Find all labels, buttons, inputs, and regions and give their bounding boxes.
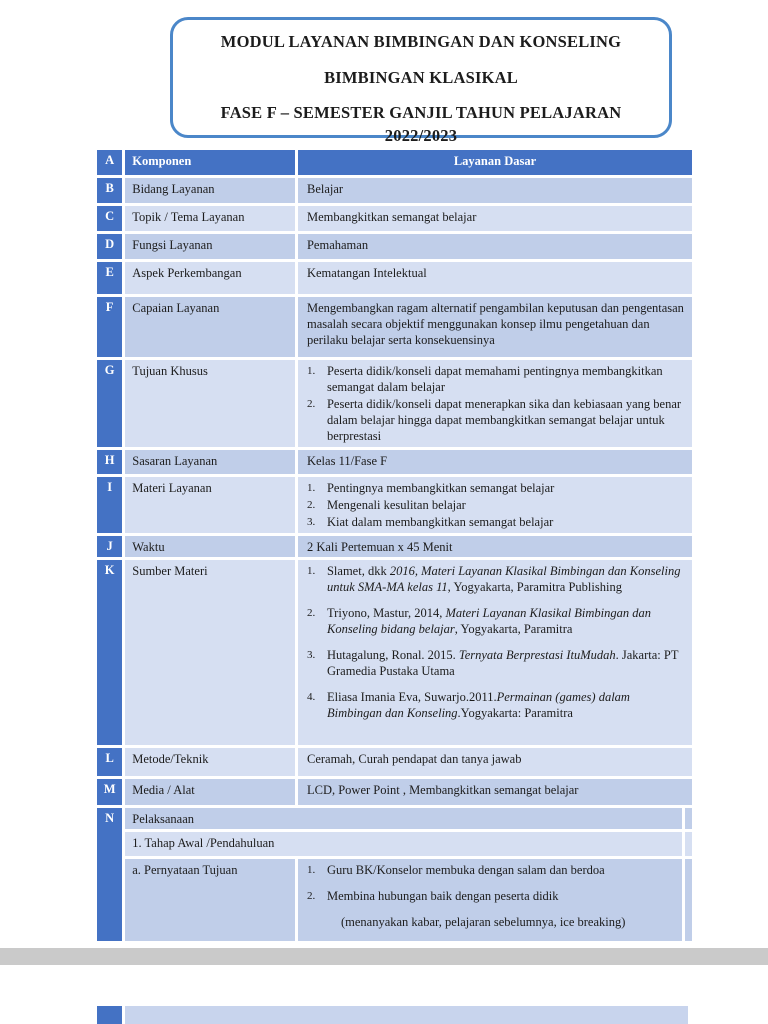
row-letter-cell: C bbox=[97, 206, 122, 231]
row-value-cell bbox=[298, 360, 692, 447]
row-label-cell: Sasaran Layanan bbox=[125, 450, 295, 474]
row-letter-cell: H bbox=[97, 450, 122, 474]
table-row bbox=[97, 297, 692, 357]
row-letter-cell: F bbox=[97, 297, 122, 357]
section-cell: 1. Tahap Awal /Pendahuluan bbox=[125, 832, 682, 856]
row-label-cell: Aspek Perkembangan bbox=[125, 262, 295, 294]
row-label-cell: a. Pernyataan Tujuan bbox=[125, 859, 295, 941]
table-row bbox=[97, 560, 692, 745]
list-item-text: Mengenali kesulitan belajar bbox=[326, 498, 466, 512]
list-item bbox=[307, 396, 684, 444]
list-item-text: Hutagalung, Ronal. 2015. Ternyata Berprestasi ItuMudah. Jakarta: PT Gramedia Pustaka Utama bbox=[326, 648, 679, 678]
row-label-cell: Fungsi Layanan bbox=[125, 234, 295, 259]
list-item bbox=[307, 363, 684, 395]
list-item-number: 2. bbox=[306, 499, 316, 511]
table-row bbox=[97, 779, 692, 805]
numbered-list bbox=[307, 862, 674, 930]
table-row bbox=[97, 477, 692, 533]
table-row bbox=[97, 360, 692, 447]
list-item-number: 3. bbox=[306, 516, 316, 528]
row-label-cell: Topik / Tema Layanan bbox=[125, 206, 295, 231]
row-sliver-cell bbox=[685, 859, 692, 941]
table-row bbox=[97, 748, 692, 776]
row-value-cell bbox=[298, 560, 692, 745]
list-item-text: Eliasa Imania Eva, Suwarjo.2011.Permainan (games) dalam Bimbingan dan Konseling.Yogyakarta: Paramitra bbox=[326, 690, 630, 720]
table-row bbox=[97, 859, 692, 941]
title-line-4: 2022/2023 bbox=[384, 125, 458, 145]
table-row bbox=[97, 808, 692, 829]
title-line-2: BIMBINGAN KLASIKAL bbox=[324, 67, 518, 87]
row-value-cell: LCD, Power Point , Membangkitkan semangat belajar bbox=[298, 779, 692, 805]
next-page-row bbox=[125, 1006, 688, 1024]
list-item bbox=[307, 514, 684, 530]
header-letter-cell: A bbox=[97, 150, 122, 175]
list-item-note: (menanyakan kabar, pelajaran sebelumnya, ice breaking) bbox=[340, 915, 626, 929]
table-row bbox=[97, 206, 692, 231]
next-page-letter-cell bbox=[97, 1006, 122, 1024]
list-item-number: 3. bbox=[306, 649, 316, 661]
row-value-cell: Membangkitkan semangat belajar bbox=[298, 206, 692, 231]
list-item bbox=[307, 480, 684, 496]
list-item-number: 2. bbox=[306, 398, 316, 410]
row-letter-cell: G bbox=[97, 360, 122, 447]
list-item-text: Kiat dalam membangkitkan semangat belajar bbox=[326, 515, 554, 529]
row-letter-cell: D bbox=[97, 234, 122, 259]
row-letter-cell: M bbox=[97, 779, 122, 805]
list-item bbox=[307, 563, 684, 595]
section-cell: Pelaksanaan bbox=[125, 808, 682, 829]
row-label-cell: Materi Layanan bbox=[125, 477, 295, 533]
list-item-text: Pentingnya membangkitkan semangat belajar bbox=[326, 481, 555, 495]
row-label-cell: Tujuan Khusus bbox=[125, 360, 295, 447]
table-row bbox=[97, 262, 692, 294]
table-row bbox=[97, 450, 692, 474]
row-value-cell bbox=[298, 859, 682, 941]
row-sliver-cell bbox=[685, 832, 692, 856]
row-letter-cell: I bbox=[97, 477, 122, 533]
list-item bbox=[307, 689, 684, 721]
list-item-number: 1. bbox=[306, 864, 316, 876]
module-table-wrap bbox=[94, 147, 695, 944]
row-sliver-cell bbox=[685, 808, 692, 829]
page-separator bbox=[0, 948, 768, 965]
row-value-cell: Mengembangkan ragam alternatif pengambilan keputusan dan pengentasan masalah secara objektif menggunakan konsep ilmu pengetahuan dan perilaku belajar serta konsekuensinya bbox=[298, 297, 692, 357]
numbered-list bbox=[307, 563, 684, 721]
module-table bbox=[94, 147, 695, 944]
title-box bbox=[170, 17, 672, 145]
row-value-cell: 2 Kali Pertemuan x 45 Menit bbox=[298, 536, 692, 557]
list-item-number: 1. bbox=[306, 365, 316, 377]
list-item bbox=[307, 497, 684, 513]
list-item bbox=[307, 888, 674, 904]
row-label-cell: Metode/Teknik bbox=[125, 748, 295, 776]
row-label-cell: Media / Alat bbox=[125, 779, 295, 805]
row-value-cell: Kematangan Intelektual bbox=[298, 262, 692, 294]
row-value-cell: Kelas 11/Fase F bbox=[298, 450, 692, 474]
list-item-text: Membina hubungan baik dengan peserta didik bbox=[326, 889, 559, 903]
row-label-cell: Bidang Layanan bbox=[125, 178, 295, 203]
row-letter-cell: L bbox=[97, 748, 122, 776]
list-item-number: 4. bbox=[306, 691, 316, 703]
title-line-1: MODUL LAYANAN BIMBINGAN DAN KONSELING bbox=[220, 32, 622, 51]
row-value-cell bbox=[298, 477, 692, 533]
list-item-number: 2. bbox=[306, 890, 316, 902]
row-value-cell: Belajar bbox=[298, 178, 692, 203]
row-letter-cell: B bbox=[97, 178, 122, 203]
row-label-cell: Capaian Layanan bbox=[125, 297, 295, 357]
list-item-text: Slamet, dkk 2016, Materi Layanan Klasikal Bimbingan dan Konseling untuk SMA-MA kelas 11, Yogyakarta, Paramitra Publishing bbox=[326, 564, 681, 594]
list-item-text: Peserta didik/konseli dapat memahami pentingnya membangkitkan semangat dalam belajar bbox=[326, 364, 663, 394]
row-value-cell: Ceramah, Curah pendapat dan tanya jawab bbox=[298, 748, 692, 776]
table-header-row bbox=[97, 150, 692, 175]
row-letter-cell: N bbox=[97, 808, 122, 941]
list-item-number: 1. bbox=[306, 482, 316, 494]
title-line-3: FASE F – SEMESTER GANJIL TAHUN PELAJARAN bbox=[220, 103, 622, 123]
row-value-cell: Pemahaman bbox=[298, 234, 692, 259]
table-row bbox=[97, 234, 692, 259]
list-item bbox=[307, 862, 674, 878]
list-item bbox=[307, 647, 684, 679]
numbered-list bbox=[307, 480, 684, 530]
list-item bbox=[307, 605, 684, 637]
row-label-cell: Waktu bbox=[125, 536, 295, 557]
list-item-number: 2. bbox=[306, 607, 316, 619]
row-letter-cell: J bbox=[97, 536, 122, 557]
list-item-text: Guru BK/Konselor membuka dengan salam dan berdoa bbox=[326, 863, 605, 877]
header-label-cell: Komponen bbox=[125, 150, 295, 175]
list-item-text: Triyono, Mastur, 2014, Materi Layanan Klasikal Bimbingan dan Konseling bidang belajar, Yogyakarta, Paramitra bbox=[326, 606, 652, 636]
table-row bbox=[97, 832, 692, 856]
numbered-list bbox=[307, 363, 684, 444]
row-letter-cell: E bbox=[97, 262, 122, 294]
table-row bbox=[97, 178, 692, 203]
header-value-cell: Layanan Dasar bbox=[298, 150, 692, 175]
table-row bbox=[97, 536, 692, 557]
row-label-cell: Sumber Materi bbox=[125, 560, 295, 745]
list-item-text: Peserta didik/konseli dapat menerapkan sika dan kebiasaan yang benar dalam belajar hingga dapat membangkitkan semangat belajar untuk berprestasi bbox=[326, 397, 682, 443]
row-letter-cell: K bbox=[97, 560, 122, 745]
list-item-number: 1. bbox=[306, 565, 316, 577]
